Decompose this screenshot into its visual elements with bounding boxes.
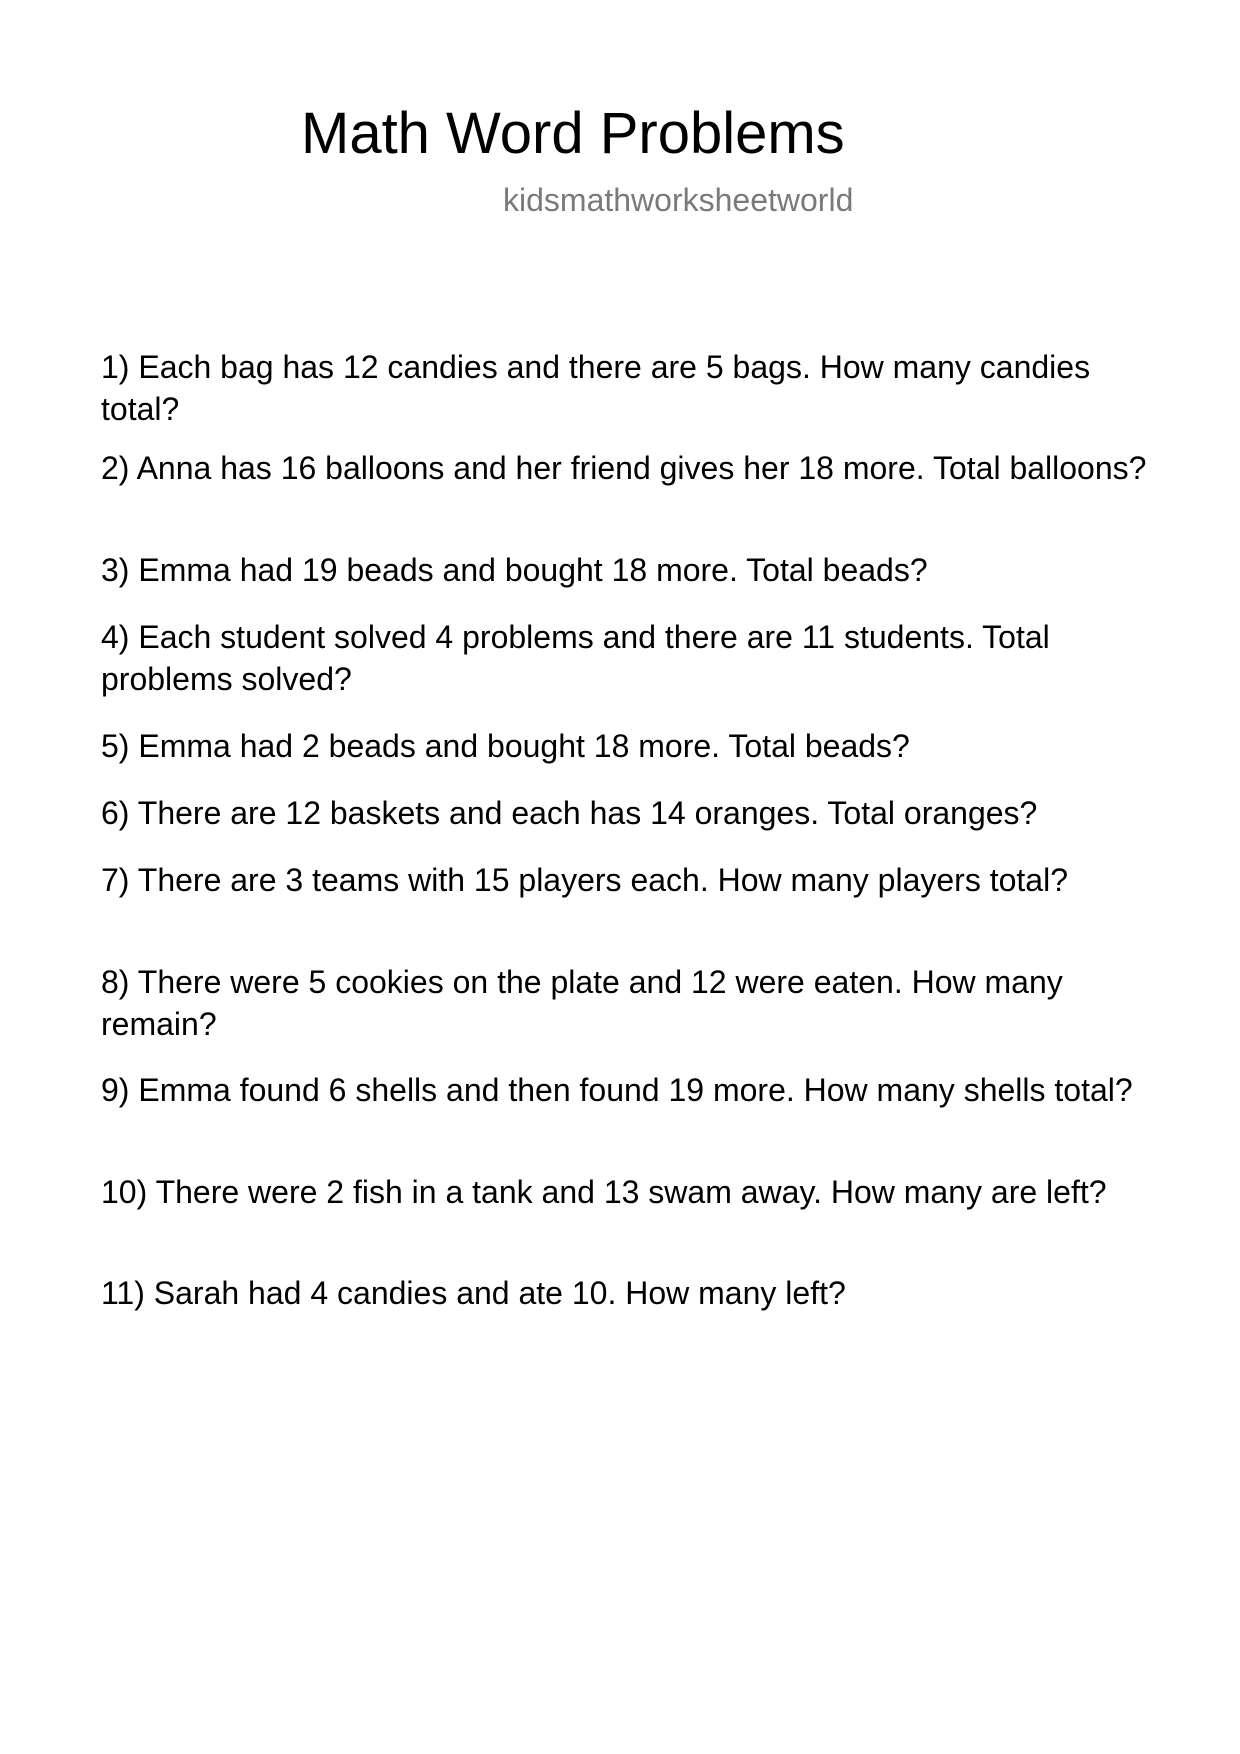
page-subtitle: kidsmathworksheetworld xyxy=(503,182,854,218)
problem-item: 3) Emma had 19 beads and bought 18 more. Total beads? xyxy=(101,552,928,588)
problem-item: 9) Emma found 6 shells and then found 19 more. How many shells total? xyxy=(101,1072,1133,1108)
problem-item: 7) There are 3 teams with 15 players each. How many players total? xyxy=(101,862,1068,898)
problem-item: 1) Each bag has 12 candies and there are 5 bags. How many candies total? xyxy=(101,349,1091,427)
problem-item: 2) Anna has 16 balloons and her friend gives her 18 more. Total balloons? xyxy=(101,450,1147,486)
problem-item: 10) There were 2 fish in a tank and 13 swam away. How many are left? xyxy=(101,1174,1107,1210)
problem-item: 11) Sarah had 4 candies and ate 10. How many left? xyxy=(101,1275,846,1311)
page-title: Math Word Problems xyxy=(301,101,845,166)
problem-item: 5) Emma had 2 beads and bought 18 more. Total beads? xyxy=(101,728,910,764)
problem-item: 8) There were 5 cookies on the plate and 12 were eaten. How many remain? xyxy=(101,964,1063,1042)
problem-item: 4) Each student solved 4 problems and there are 11 students. Total problems solved? xyxy=(101,619,1050,697)
problem-item: 6) There are 12 baskets and each has 14 oranges. Total oranges? xyxy=(101,795,1038,831)
